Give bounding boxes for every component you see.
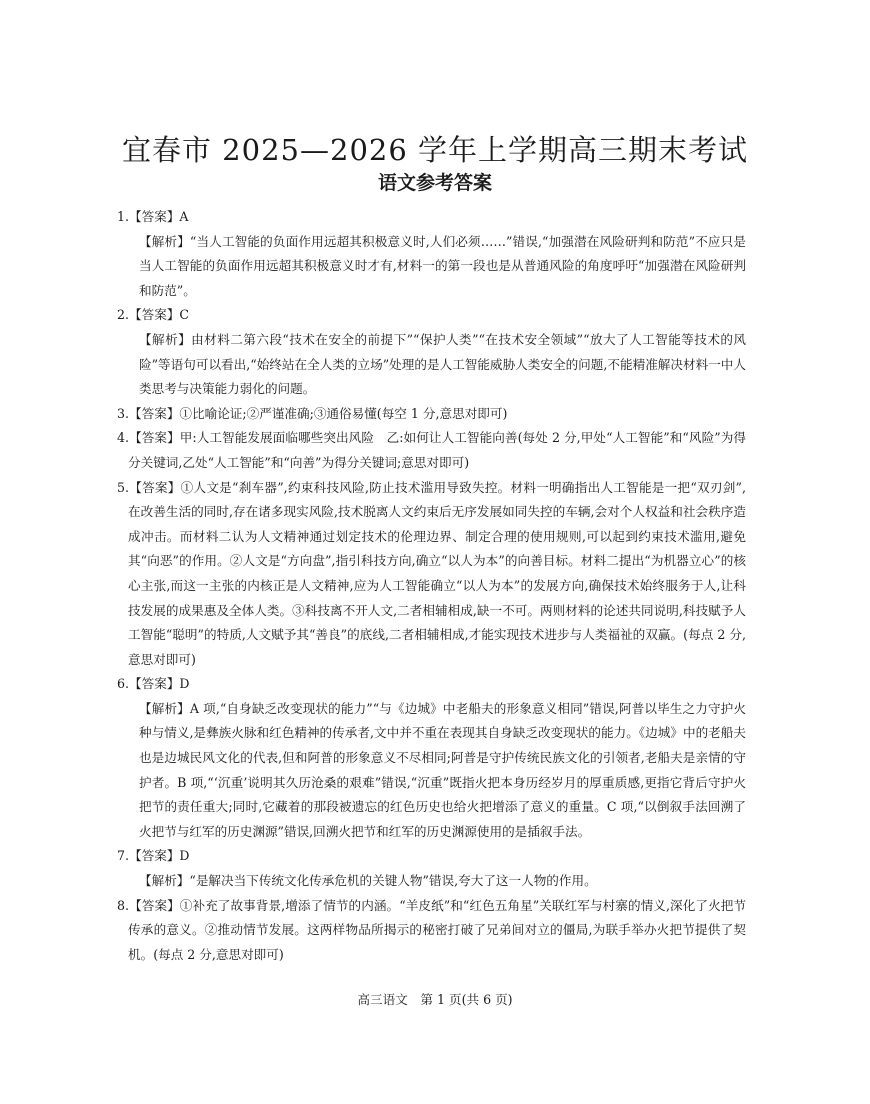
answer-item-2 (117, 303, 746, 401)
item-answer: 【答案】①比喻论证;②严谨准确;③通俗易懂(每空 1 分,意思对即可) (129, 405, 508, 421)
item-answer: 【答案】A (129, 209, 189, 224)
item-answer: 【答案】D (129, 676, 190, 692)
item-number: 1. (117, 209, 130, 224)
item-number: 8. (117, 897, 130, 913)
item-answer: 【答案】①补充了故事背景,增添了情节的内涵。“羊皮纸”和“红色五角星”关联红军与村寨的情义,深化了火把节传承的意义。②推动情节发展。这两样物品所揭示的秘密打破了兄弟间对立的僵局,为联手举办火把节提供了契机。(每点 2 分,意思对即可) (128, 897, 746, 962)
item-analysis: 【解析】“是解决当下传统文化传承危机的关键人物”错误,夸大了这一人物的作用。 (139, 873, 597, 889)
answer-item-7 (117, 844, 746, 893)
item-number: 4. (117, 430, 130, 446)
item-number: 7. (117, 848, 130, 864)
page-subtitle: 语文参考答案 (377, 172, 492, 194)
answer-item-3 (117, 402, 746, 427)
item-number: 5. (117, 479, 130, 495)
answer-item-1 (117, 205, 746, 303)
item-answer: 【答案】C (129, 307, 190, 323)
item-answer: 【答案】D (129, 848, 190, 864)
item-analysis: 【解析】“当人工智能的负面作用远超其积极意义时,人们必须……”错误,“加强潜在风险研判和防范”不应只是当人工智能的负面作用远超其积极意义时才有,材料一的第一段也是从普通风险的角度呼吁“加强潜在风险研判和防范”。 (139, 233, 746, 298)
answer-item-8 (117, 894, 746, 968)
answer-item-6 (117, 672, 746, 844)
item-number: 6. (117, 676, 130, 692)
answer-item-4 (117, 426, 746, 475)
answer-list (117, 205, 746, 967)
item-answer: 【答案】甲:人工智能发展面临哪些突出风险 乙:如何让人工智能向善(每处 2 分,甲处“人工智能”和“风险”为得分关键词,乙处“人工智能”和“向善”为得分关键词;意思对即可) (128, 430, 746, 470)
item-number: 2. (117, 307, 130, 323)
answer-item-5 (117, 476, 746, 673)
page-footer: 高三语文 第 1 页(共 6 页) (357, 992, 513, 1007)
item-number: 3. (117, 405, 130, 421)
item-analysis: 【解析】A 项,“自身缺乏改变现状的能力”“与《边城》中老船夫的形象意义相同”错误,阿普以毕生之力守护火种与情义,是彝族火脉和红色精神的传承者,文中并不重在表现其自身缺乏改变现状的能力。《边城》中的老船夫也是边城民风文化的代表,但和阿普的形象意义不尽相同;阿普是守护传统民族文化的引领者,老船夫是亲情的守护者。B 项,“‘沉重’说明其久历沧桑的艰难”错误,“沉重”既指火把本身历经岁月的厚重质感,更指它背后守护火把节的责任重大;同时,它藏着的那段被遗忘的红色历史也给火把增添了意义的重量。C 项,“以倒叙手法回溯了火把节与红军的历史渊源”错误,回溯火把节和红军的历史渊源使用的是插叙手法。 (139, 700, 746, 839)
page-title: 宜春市 2025—2026 学年上学期高三期末考试 (121, 133, 749, 167)
item-analysis: 【解析】由材料二第六段“技术在安全的前提下”“保护人类”“在技术安全领域”“放大了人工智能等技术的风险”等语句可以看出,“始终站在全人类的立场”处理的是人工智能威胁人类安全的问题,不能精准解决材料一中人类思考与决策能力弱化的问题。 (139, 331, 746, 397)
item-answer: 【答案】①人文是“刹车器”,约束科技风险,防止技术滥用导致失控。材料一明确指出人工智能是一把“双刃剑”,在改善生活的同时,存在诸多现实风险,技术脱离人文约束后无序发展如同失控的车辆,会对个人权益和社会秩序造成冲击。而材料二认为人文精神通过划定技术的伦理边界、制定合理的使用规则,可以起到约束技术滥用,避免其“向恶”的作用。②人文是“方向盘”,指引科技方向,确立“以人为本”的向善目标。材料二提出“为机器立心”的核心主张,而这一主张的内核正是人文精神,应为人工智能确立“以人为本”的发展方向,确保技术始终服务于人,让科技发展的成果惠及全体人类。③科技离不开人文,二者相辅相成,缺一不可。两则材料的论述共同说明,科技赋予人工智能“聪明”的特质,人文赋予其“善良”的底线,二者相辅相成,才能实现技术进步与人类福祉的双赢。(每点 2 分,意思对即可) (128, 479, 746, 667)
